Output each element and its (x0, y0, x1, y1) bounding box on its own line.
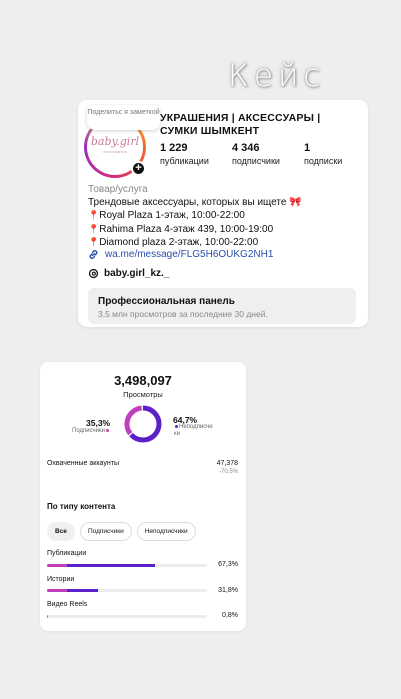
headline: Кейс (228, 58, 326, 94)
pin-icon: 📍 (88, 237, 100, 247)
reach-value: 47,378 (216, 460, 238, 467)
filter-chip-nonfollowers[interactable]: Неподписчики (137, 522, 196, 541)
content-filter-chips (47, 522, 196, 541)
bio-category: Товар/услуга (88, 184, 148, 195)
professional-dashboard-button[interactable] (88, 288, 356, 324)
bio-line: Royal Plaza 1-этаж, 10:00-22:00 (99, 210, 245, 221)
stat-value: 1 (304, 142, 311, 154)
stat-following[interactable] (304, 142, 342, 166)
reach-label: Охваченные аккаунты (47, 460, 119, 467)
avatar-logo (91, 137, 139, 157)
profile-name: УКРАШЕНИЯ | АКСЕССУАРЫ | СУМКИ ШЫМКЕНТ (160, 112, 321, 137)
metric-bar-nonfollowers-segment (67, 564, 155, 567)
link-icon (88, 249, 99, 260)
stat-label: подписки (304, 156, 343, 166)
bio-link[interactable] (88, 249, 273, 260)
nonfollowers-percent: 64,7% (173, 415, 198, 425)
threads-handle: baby.girl_kz._ (104, 268, 170, 279)
metric-label-stories: Истории (47, 576, 75, 583)
insights-card (40, 362, 246, 631)
avatar-logo-sub: accessories (103, 149, 127, 154)
bio-line: Rahima Plaza 4-этаж 439, 10:00-19:00 (99, 223, 274, 235)
reach-stat (217, 460, 238, 476)
content-type-title: По типу контента (47, 502, 116, 511)
followers-percent: 35,3% (86, 418, 111, 428)
followers-dot (106, 429, 109, 432)
nonfollowers-dot (175, 425, 178, 428)
threads-link[interactable] (88, 268, 169, 279)
metric-bar-reels (47, 615, 207, 618)
add-story-icon[interactable]: + (131, 161, 146, 176)
stat-label: подписчики (232, 156, 280, 166)
metric-bar-followers-segment (47, 615, 48, 618)
pro-panel-subtitle: 3,5 млн просмотров за последние 30 дней. (98, 309, 268, 319)
reach-change: -70,5% (218, 469, 238, 475)
followers-label: Подписчики (72, 428, 106, 434)
bio-link-text: wa.me/message/FLG5H6OUKG2NH1 (105, 249, 274, 260)
views-value: 3,498,097 (114, 373, 172, 388)
threads-icon (88, 268, 99, 279)
note-bubble[interactable]: Поделитьс я заметкой (87, 105, 160, 130)
pro-panel-title: Профессиональная панель (98, 296, 235, 307)
metric-label-reels: Видео Reels (47, 601, 88, 608)
stat-followers[interactable] (232, 142, 280, 166)
filter-chip-followers[interactable]: Подписчики (80, 522, 132, 541)
metric-value-reels: 0,8% (222, 612, 238, 619)
profile-card (78, 100, 368, 327)
nonfollowers-label: Неподписчи ки (174, 424, 213, 437)
metric-bar-followers-segment (47, 564, 67, 567)
metric-label-posts: Публикации (47, 550, 87, 557)
metric-bar-stories (47, 589, 207, 592)
bio-line: Diamond plaza 2-этаж, 10:00-22:00 (99, 237, 259, 248)
filter-chip-all[interactable]: Все (47, 522, 75, 541)
followers-legend (72, 428, 110, 434)
metric-bar-posts (47, 564, 207, 567)
pin-icon: 📍 (88, 223, 100, 234)
metric-value-posts: 67,3% (218, 561, 238, 568)
bio-line: Трендовые аксессуары, которых вы ищете 🎀 (88, 196, 302, 208)
views-donut-chart (123, 404, 163, 444)
pin-icon: 📍 (88, 210, 100, 220)
bio (88, 184, 302, 250)
stat-value: 4 346 (232, 142, 260, 154)
stat-value: 1 229 (160, 142, 188, 154)
metric-value-stories: 31,8% (218, 587, 238, 594)
nonfollowers-legend (174, 424, 214, 438)
stat-label: публикации (160, 156, 209, 166)
metric-bar-nonfollowers-segment (67, 589, 97, 592)
metric-bar-followers-segment (47, 589, 67, 592)
stat-posts[interactable] (160, 142, 209, 166)
views-label: Просмотры (123, 390, 163, 399)
avatar-logo-text: baby.girl (90, 135, 140, 148)
